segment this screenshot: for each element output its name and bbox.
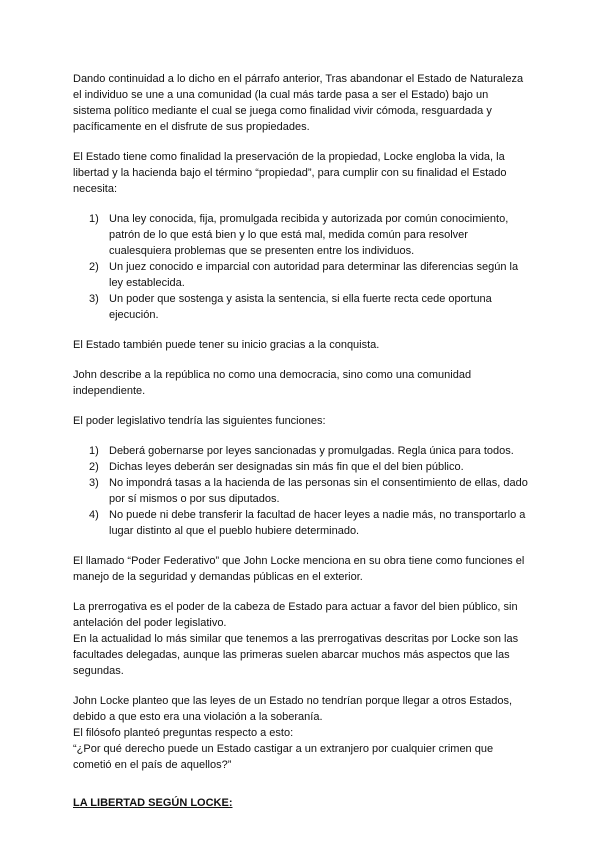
list-necesidades-estado xyxy=(73,211,529,323)
paragraph-finalidad-estado: El Estado tiene como finalidad la preservación de la propiedad, Locke engloba la vida, la libertad y la hacienda bajo el término “propiedad”, para cumplir con su finalidad el Estado necesita: xyxy=(73,151,507,195)
list-text: No puede ni debe transferir la facultad de hacer leyes a nadie más, no transportarlo a lugar distinto al que el pueblo hubiere determinado. xyxy=(109,509,526,537)
list-funciones-legislativo xyxy=(73,443,529,539)
paragraph-estado-naturaleza: Dando continuidad a lo dicho en el párrafo anterior, Tras abandonar el Estado de Naturaleza el individuo se une a una comunidad (la cual más tarde pasa a ser el Estado) bajo un sistema político mediante el cual se juega como finalidad vivir cómoda, resguardada y pacíficamente en el disfrute de sus propiedades. xyxy=(73,73,524,133)
list-number: 2) xyxy=(89,261,99,273)
paragraph-poder-federativo: El llamado “Poder Federativo” que John Locke menciona en su obra tiene como funciones el manejo de la seguridad y demandas públicas en el exterior. xyxy=(73,555,525,583)
paragraph-poder-legislativo: El poder legislativo tendría las siguientes funciones: xyxy=(73,415,326,427)
list-text: Deberá gobernarse por leyes sancionadas y promulgadas. Regla única para todos. xyxy=(109,445,514,457)
list-item xyxy=(73,443,529,459)
list-number: 3) xyxy=(89,477,99,489)
paragraph-facultades-delegadas: En la actualidad lo más similar que tenemos a las prerrogativas descritas por Locke son las facultades delegadas, aunque las primeras suelen abarcar muchos más aspectos que las segundas. xyxy=(73,633,519,677)
list-item xyxy=(73,459,529,475)
list-number: 1) xyxy=(89,213,99,225)
paragraph-preguntas: El filósofo planteó preguntas respecto a esto: xyxy=(73,727,294,739)
paragraph-conquista: El Estado también puede tener su inicio gracias a la conquista. xyxy=(73,339,380,351)
list-item xyxy=(73,291,529,323)
list-item xyxy=(73,211,529,259)
paragraph-republica: John describe a la república no como una democracia, sino como una comunidad independiente. xyxy=(73,369,472,397)
list-item xyxy=(73,259,529,291)
list-number: 3) xyxy=(89,293,99,305)
list-text: Un poder que sostenga y asista la sentencia, si ella fuerte recta cede oportuna ejecución. xyxy=(109,293,492,321)
paragraph-soberania: John Locke planteo que las leyes de un Estado no tendrían porque llegar a otros Estados, debido a que esto era una violación a la soberanía. xyxy=(73,695,513,723)
list-text: Dichas leyes deberán ser designadas sin más fin que el del bien público. xyxy=(109,461,464,473)
list-item xyxy=(73,475,529,507)
list-text: No impondrá tasas a la hacienda de las personas sin el consentimiento de ellas, dado por sí mismos o por sus diputados. xyxy=(109,477,528,505)
list-text: Un juez conocido e imparcial con autoridad para determinar las diferencias según la ley establecida. xyxy=(109,261,519,289)
list-number: 1) xyxy=(89,445,99,457)
paragraph-cita: “¿Por qué derecho puede un Estado castigar a un extranjero por cualquier crimen que cometió en el país de aquellos?” xyxy=(73,743,494,771)
paragraph-prerrogativa: La prerrogativa es el poder de la cabeza de Estado para actuar a favor del bien público, sin antelación del poder legislativo. xyxy=(73,601,518,629)
list-number: 2) xyxy=(89,461,99,473)
list-item xyxy=(73,507,529,539)
document-page xyxy=(73,71,529,811)
list-text: Una ley conocida, fija, promulgada recibida y autorizada por común conocimiento, patrón de lo que está bien y lo que está mal, medida común para resolver cualesquiera problemas que se presenten entre los individuos. xyxy=(109,213,509,257)
section-heading: LA LIBERTAD SEGÚN LOCKE: xyxy=(73,797,233,809)
list-number: 4) xyxy=(89,509,99,521)
